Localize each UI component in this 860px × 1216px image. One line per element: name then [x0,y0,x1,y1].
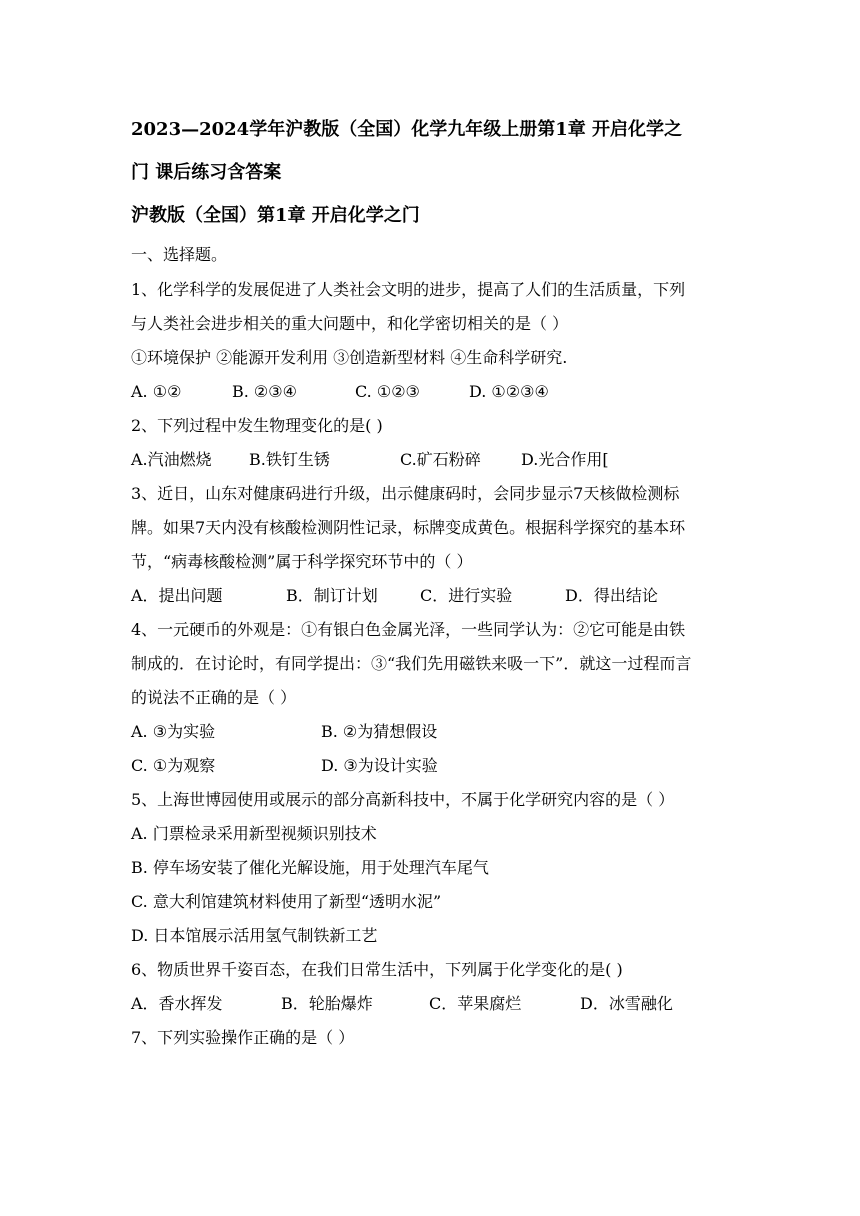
question-4-line-2: 制成的．在讨论时，有同学提出：③“我们先用磁铁来吸一下”．就这一过程而言 [131,654,692,673]
question-5-line-1: 5、上海世博园使用或展示的部分高新科技中，不属于化学研究内容的是（ ） [131,790,675,809]
question-1-line-3: ①环境保护 ②能源开发利用 ③创造新型材料 ④生命科学研究. [131,348,568,367]
question-6-line-1: 6、物质世界千姿百态，在我们日常生活中，下列属于化学变化的是( ) [131,960,623,979]
question-5-option-d: D. 日本馆展示活用氢气制铁新工艺 [131,926,378,945]
question-4-line-3: 的说法不正确的是（ ） [131,688,297,707]
question-2-line-1: 2、下列过程中发生物理变化的是( ) [131,416,383,435]
option-b: B．轮胎爆炸 [281,994,373,1013]
document-title-line-2: 门 课后练习含答案 [131,162,282,183]
question-5-option-c: C. 意大利馆建筑材料使用了新型“透明水泥” [131,892,442,911]
option-c: C.矿石粉碎 [400,450,481,469]
option-b: B．制订计划 [286,586,378,605]
option-a: A．提出问题 [131,586,223,605]
option-b: B. ②③④ [232,382,297,401]
option-b: B. ②为猜想假设 [321,722,438,741]
section-heading: 一、选择题。 [131,245,228,264]
document-title-line-1: 2023—2024学年沪教版（全国）化学九年级上册第1章 开启化学之 [131,119,682,140]
question-3-line-3: 节，“病毒核酸检测”属于科学探究环节中的（ ） [131,552,473,571]
option-a: A. ③为实验 [131,722,216,741]
question-1-line-1: 1、化学科学的发展促进了人类社会文明的进步，提高了人们的生活质量，下列 [131,280,686,299]
question-5-option-b: B. 停车场安装了催化光解设施，用于处理汽车尾气 [131,858,489,877]
question-1-line-2: 与人类社会进步相关的重大问题中，和化学密切相关的是（ ） [131,314,569,333]
option-d: D. ③为设计实验 [321,756,438,775]
option-c: C．进行实验 [420,586,513,605]
option-c: C. ①为观察 [131,756,216,775]
question-5-option-a: A. 门票检录采用新型视频识别技术 [131,824,377,843]
option-c: C. ①②③ [355,382,420,401]
option-b: B.铁钉生锈 [249,450,330,469]
chapter-title: 沪教版（全国）第1章 开启化学之门 [131,205,420,226]
option-a: A. ①② [131,382,182,401]
question-7-line-1: 7、下列实验操作正确的是（ ） [131,1028,355,1047]
option-a: A.汽油燃烧 [131,450,212,469]
option-c: C．苹果腐烂 [429,994,522,1013]
option-d: D. ①②③④ [469,382,549,401]
question-4-line-1: 4、一元硬币的外观是：①有银白色金属光泽，一些同学认为：②它可能是由铁 [131,620,686,639]
option-a: A．香水挥发 [131,994,223,1013]
option-d: D．冰雪融化 [580,994,673,1013]
question-3-line-1: 3、近日，山东对健康码进行升级，出示健康码时，会同步显示7天核做检测标 [131,484,680,503]
question-3-line-2: 牌。如果7天内没有核酸检测阴性记录，标牌变成黄色。根据科学探究的基本环 [131,518,686,537]
option-d: D．得出结论 [565,586,658,605]
option-d: D.光合作用[ [521,450,609,469]
